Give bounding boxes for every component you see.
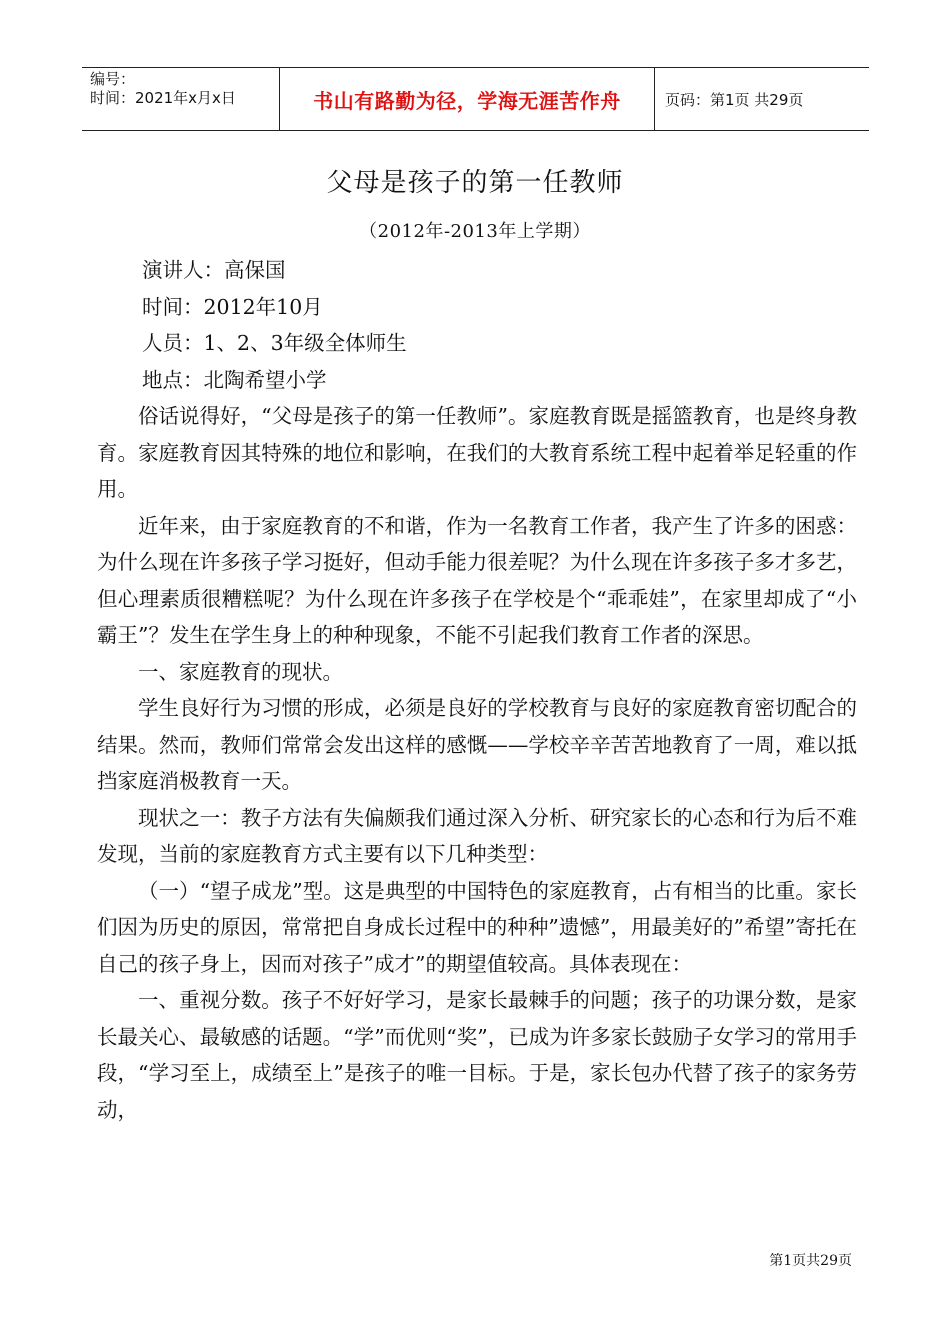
header-motto: 书山有路勤为径，学海无涯苦作舟: [280, 68, 655, 130]
body-paragraph: （一）“望子成龙”型。这是典型的中国特色的家庭教育，占有相当的比重。家长们因为历史的原因，常常把自身成长过程中的种种”遗憾”，用最美好的”希望”寄托在自己的孩子身上，因而对孩子”成才”的期望值较高。具体表现在：: [97, 878, 857, 976]
document-title: 父母是孩子的第一任教师: [326, 168, 624, 198]
body-paragraph: 一、重视分数。孩子不好好学习，是家长最棘手的问题；孩子的功课分数，是家长最关心、最敏感的话题。“学”而优则“奖”，已成为许多家长鼓励子女学习的常用手段，“学习至上，成绩至上”是孩子的唯一目标。于是，家长包办代替了孩子的家务劳动，: [97, 988, 857, 1122]
header-page-label: 页码：第1页 共29页: [665, 90, 804, 109]
number-label: 编号：: [90, 70, 136, 88]
document-body: [97, 252, 857, 1128]
body-paragraph: 俗话说得好，“父母是孩子的第一任教师”。家庭教育既是摇篮教育，也是终身教育。家庭教育因其特殊的地位和影响，在我们的大教育系统工程中起着举足轻重的作用。: [97, 404, 857, 501]
page-footer: 第1页共29页: [769, 1253, 852, 1269]
meta-audience: 人员：1、2、3年级全体师生: [142, 331, 407, 355]
body-paragraph: 现状之一：教子方法有失偏颇我们通过深入分析、研究家长的心态和行为后不难发现，当前的家庭教育方式主要有以下几种类型：: [97, 805, 857, 866]
document-subtitle: （2012年-2013年上学期）: [359, 221, 591, 242]
page-header: [82, 67, 869, 131]
header-info-cell: [82, 68, 280, 130]
meta-speaker: 演讲人：高保国: [142, 258, 286, 282]
section-heading: 一、家庭教育的现状。: [138, 659, 343, 684]
meta-location: 地点：北陶希望小学: [142, 367, 327, 392]
date-label: 时间：2021年x月x日: [90, 89, 236, 107]
body-paragraph: 学生良好行为习惯的形成，必须是良好的学校教育与良好的家庭教育密切配合的结果。然而，教师们常常会发出这样的感慨——学校辛辛苦苦地教育了一周，难以抵挡家庭消极教育一天。: [97, 696, 857, 793]
meta-time: 时间：2012年10月: [142, 294, 323, 319]
body-paragraph: 近年来，由于家庭教育的不和谐，作为一名教育工作者，我产生了许多的困惑：为什么现在许多孩子学习挺好，但动手能力很差呢？为什么现在许多孩子多才多艺，但心理素质很糟糕呢？为什么现在许多孩子在学校是个“乖乖娃”，在家里却成了“小霸王”？发生在学生身上的种种现象，不能不引起我们教育工作者的深思。: [97, 513, 857, 647]
